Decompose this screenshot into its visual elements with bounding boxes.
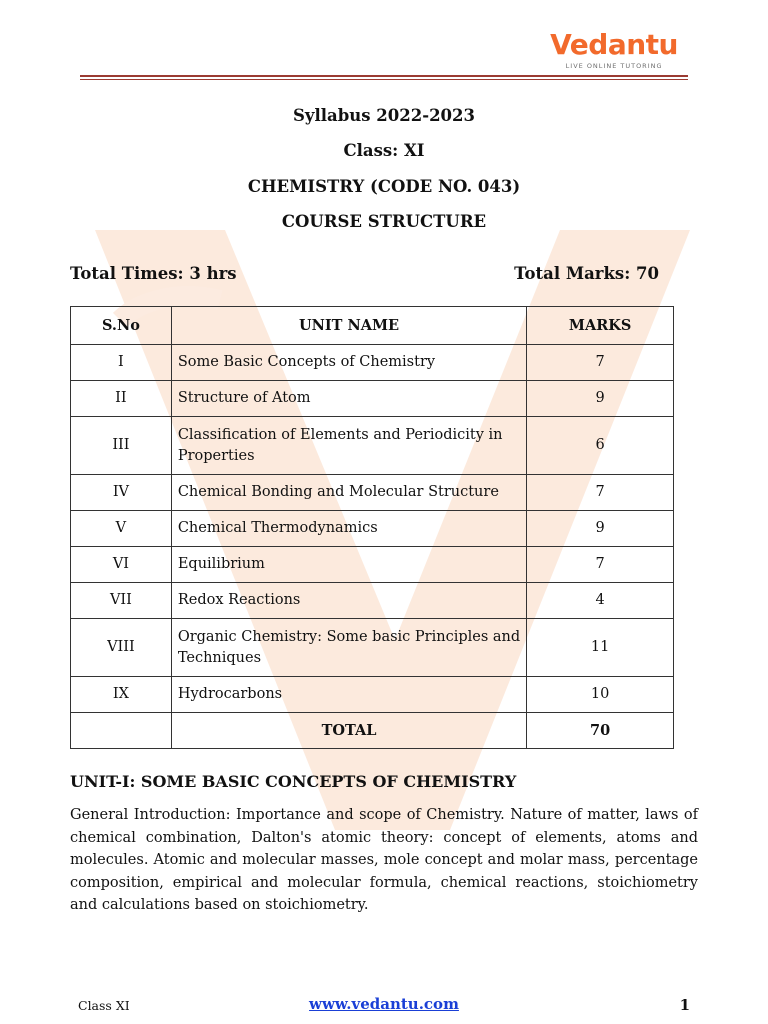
row-marks: 7: [527, 475, 674, 511]
row-marks: 9: [527, 381, 674, 417]
row-unit: Chemical Bonding and Molecular Structure: [171, 475, 526, 511]
row-sno: V: [71, 511, 172, 547]
table-row: [71, 547, 674, 583]
row-sno: IX: [71, 677, 172, 713]
total-label: TOTAL: [171, 713, 526, 749]
row-marks: 4: [527, 583, 674, 619]
row-marks: 10: [527, 677, 674, 713]
header-marks: MARKS: [527, 307, 674, 345]
row-unit: Organic Chemistry: Some basic Principles and Techniques: [171, 619, 526, 677]
class-label: Class: XI: [343, 141, 425, 160]
course-structure-heading: COURSE STRUCTURE: [281, 212, 487, 231]
row-unit: Chemical Thermodynamics: [171, 511, 526, 547]
row-unit: Some Basic Concepts of Chemistry: [171, 345, 526, 381]
table-row: [71, 381, 674, 417]
syllabus-year: Syllabus 2022-2023: [293, 106, 475, 125]
unit-heading: UNIT-I: SOME BASIC CONCEPTS OF CHEMISTRY: [70, 772, 517, 791]
row-unit: Redox Reactions: [171, 583, 526, 619]
logo-wordmark: Vedantu: [550, 28, 678, 61]
row-marks: 7: [527, 345, 674, 381]
row-marks: 7: [527, 547, 674, 583]
table-total-row: [71, 713, 674, 749]
vedantu-logo: [550, 30, 678, 70]
logo-tagline: LIVE ONLINE TUTORING: [565, 62, 663, 70]
header-rule-thin: [80, 79, 688, 80]
table-row: [71, 417, 674, 475]
row-sno: VII: [71, 583, 172, 619]
table-row: [71, 475, 674, 511]
header-unit-name: UNIT NAME: [171, 307, 526, 345]
table-row: [71, 677, 674, 713]
row-marks: 9: [527, 511, 674, 547]
total-marks: Total Marks: 70: [514, 264, 659, 283]
table-row: [71, 619, 674, 677]
row-sno: III: [71, 417, 172, 475]
footer-website-link[interactable]: www.vedantu.com: [309, 995, 459, 1013]
row-sno: VIII: [71, 619, 172, 677]
table-header-row: [71, 307, 674, 345]
footer-class-label: Class XI: [78, 998, 130, 1013]
unit-description: General Introduction: Importance and scope of Chemistry. Nature of matter, laws of chemical combination, Dalton's atomic theory: concept of elements, atoms and molecules. Atomic and molecular masses, mole concept and molar mass, percentage composition, empirical and molecular formula, chemical reactions, stoichiometry and calculations based on stoichiometry.: [70, 807, 698, 913]
row-sno: II: [71, 381, 172, 417]
header-rule: [80, 75, 688, 77]
table-row: [71, 511, 674, 547]
total-empty-cell: [71, 713, 172, 749]
subject-title: CHEMISTRY (CODE NO. 043): [247, 177, 521, 196]
row-sno: VI: [71, 547, 172, 583]
row-unit: Hydrocarbons: [171, 677, 526, 713]
row-marks: 6: [527, 417, 674, 475]
row-marks: 11: [527, 619, 674, 677]
table-row: [71, 583, 674, 619]
total-time: Total Times: 3 hrs: [70, 264, 237, 283]
row-sno: IV: [71, 475, 172, 511]
row-unit: Equilibrium: [171, 547, 526, 583]
table-row: [71, 345, 674, 381]
total-marks-value: 70: [527, 713, 674, 749]
row-unit: Classification of Elements and Periodicity in Properties: [171, 417, 526, 475]
row-sno: I: [71, 345, 172, 381]
header-sno: S.No: [71, 307, 172, 345]
course-structure-table: [70, 306, 674, 749]
row-unit: Structure of Atom: [171, 381, 526, 417]
page-number: 1: [679, 996, 690, 1014]
